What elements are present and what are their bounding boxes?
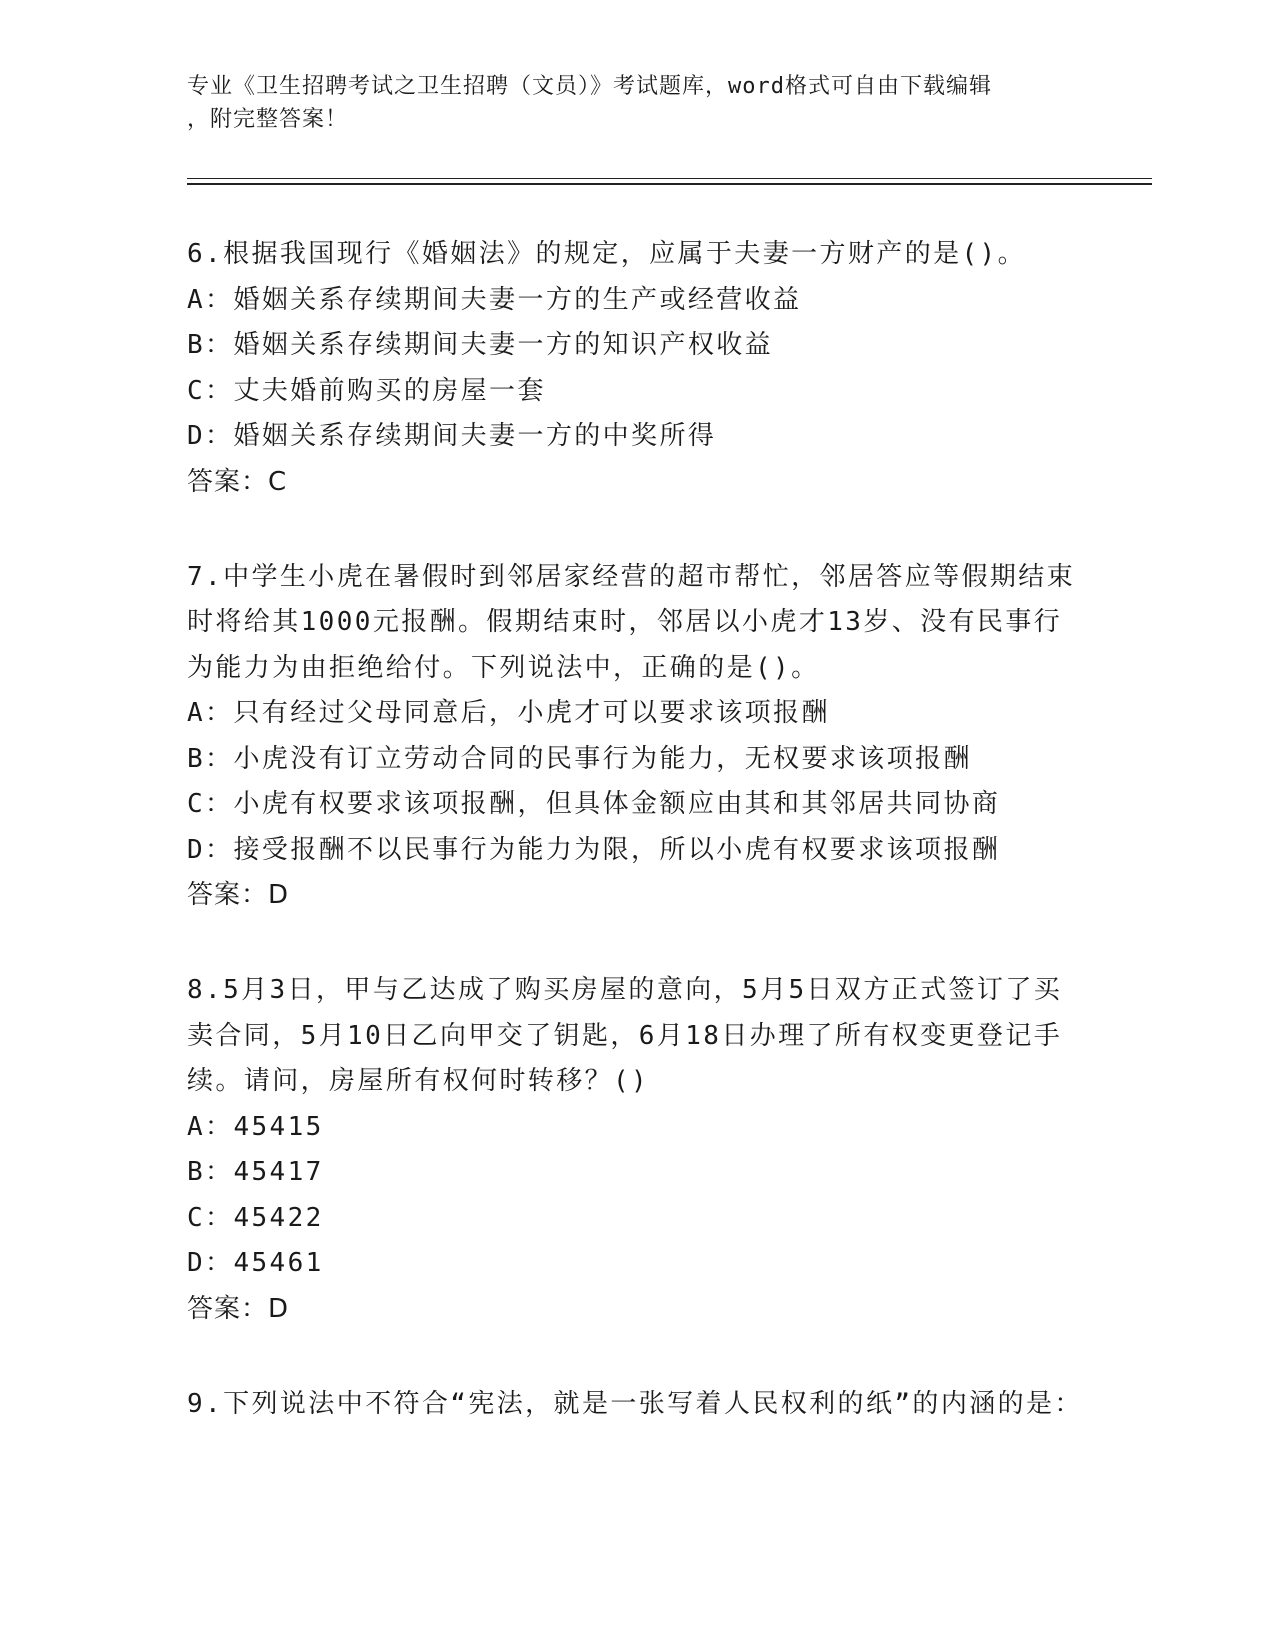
option-a: A：45415 bbox=[187, 1111, 324, 1142]
question-stem: 8.5月3日，甲与乙达成了购买房屋的意向，5月5日双方正式签订了买卖合同，5月10日乙向甲交了钥匙，6月18日办理了所有权变更登记手续。请问，房屋所有权何时转移？() bbox=[187, 975, 1063, 1096]
option-b: B：小虎没有订立劳动合同的民事行为能力，无权要求该项报酬 bbox=[187, 743, 972, 774]
question-7 bbox=[187, 555, 1087, 919]
option-d: D：接受报酬不以民事行为能力为限，所以小虎有权要求该项报酬 bbox=[187, 834, 1001, 865]
answer-line: 答案：D bbox=[187, 1293, 290, 1324]
option-a: A：婚姻关系存续期间夫妻一方的生产或经营收益 bbox=[187, 284, 802, 315]
question-stem: 9.下列说法中不符合“宪法，就是一张写着人民权利的纸”的内涵的是： bbox=[187, 1388, 1083, 1419]
question-stem: 6.根据我国现行《婚姻法》的规定，应属于夫妻一方财产的是()。 bbox=[187, 239, 1027, 269]
option-d: D：婚姻关系存续期间夫妻一方的中奖所得 bbox=[187, 421, 717, 451]
question-6 bbox=[187, 232, 1087, 505]
question-9 bbox=[187, 1382, 1087, 1428]
header-line-1: 专业《卫生招聘考试之卫生招聘（文员）》考试题库，word格式可自由下载编辑 bbox=[187, 74, 992, 99]
option-b: B：婚姻关系存续期间夫妻一方的知识产权收益 bbox=[187, 330, 774, 360]
answer-line: 答案：C bbox=[187, 466, 288, 497]
option-c: C：45422 bbox=[187, 1202, 324, 1233]
answer-line: 答案：D bbox=[187, 880, 290, 910]
option-b: B：45417 bbox=[187, 1157, 324, 1187]
header-divider-thick bbox=[187, 183, 1152, 185]
document-header bbox=[187, 70, 1077, 136]
option-d: D：45461 bbox=[187, 1248, 324, 1278]
question-list bbox=[187, 232, 1087, 1477]
question-stem: 7.中学生小虎在暑假时到邻居家经营的超市帮忙，邻居答应等假期结束时将给其1000元报酬。假期结束时，邻居以小虎才13岁、没有民事行为能力为由拒绝给付。下列说法中，正确的是()。 bbox=[187, 561, 1076, 683]
header-divider-thin bbox=[187, 178, 1152, 179]
header-line-2: ，附完整答案！ bbox=[187, 107, 349, 132]
option-c: C：丈夫婚前购买的房屋一套 bbox=[187, 375, 546, 406]
option-a: A：只有经过父母同意后，小虎才可以要求该项报酬 bbox=[187, 698, 830, 728]
option-c: C：小虎有权要求该项报酬，但具体金额应由其和其邻居共同协商 bbox=[187, 789, 1001, 819]
question-8 bbox=[187, 968, 1087, 1332]
